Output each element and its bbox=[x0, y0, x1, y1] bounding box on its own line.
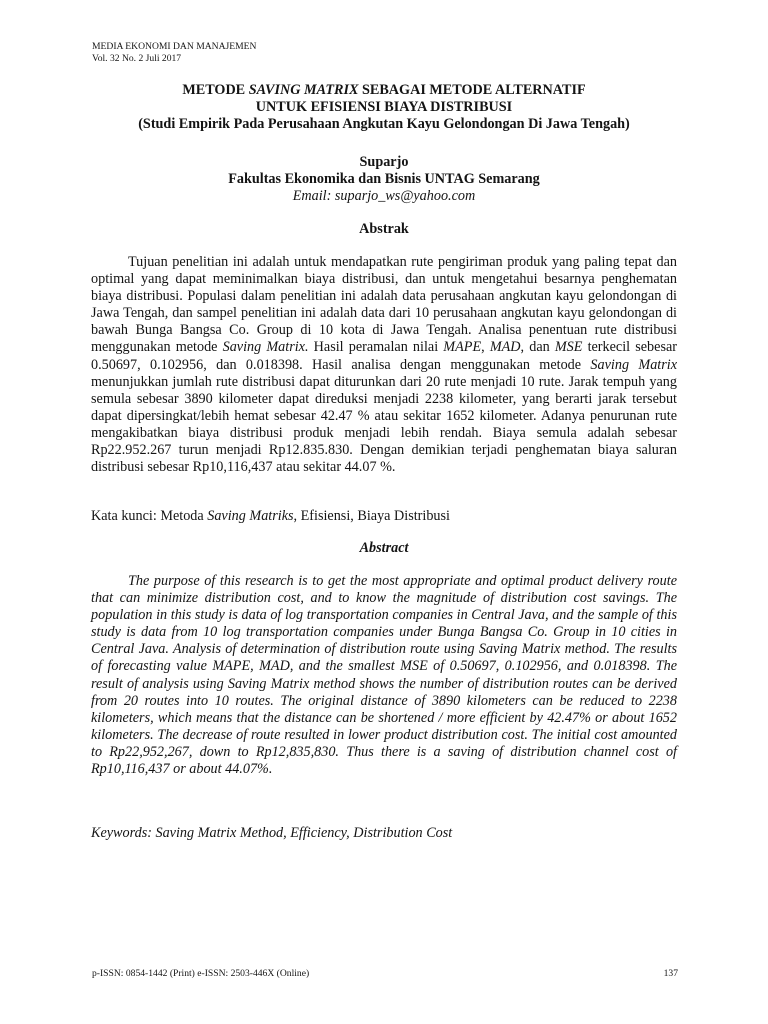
footer-issn: p-ISSN: 0854-1442 (Print) e-ISSN: 2503-446X (Online) bbox=[92, 968, 310, 979]
abstrak-text-3: , bbox=[481, 339, 490, 356]
abstrak-text-5: terkecil sebesar 0.50697, 0.102956, dan 0.018398. Hasil analisa dengan menggunakan metode bbox=[91, 339, 677, 373]
abstrak-heading: Abstrak bbox=[359, 221, 409, 237]
kata-kunci bbox=[91, 508, 450, 525]
abstrak-italic-5: Saving Matrix bbox=[590, 356, 677, 373]
title-line-1 bbox=[60, 82, 708, 99]
title-line-1-pre: METODE bbox=[182, 82, 249, 98]
abstract-heading: Abstract bbox=[359, 540, 409, 556]
abstrak-text-2: Hasil peramalan nilai bbox=[308, 339, 444, 356]
journal-header bbox=[92, 41, 256, 64]
abstract-paragraph bbox=[91, 573, 677, 778]
title-line-1-post: SEBAGAI METODE ALTERNATIF bbox=[358, 82, 586, 98]
paper-title bbox=[60, 82, 708, 133]
abstrak-text-1: Tujuan penelitian ini adalah untuk mendapatkan rute pengiriman produk yang paling tepat dan optimal yang dapat meminimalkan biaya distribusi, dan untuk mengetahui besarnya penghematan biaya distribusi. Populasi dalam penelitian ini adalah data perusahaan angkutan kayu gelondongan di Jawa Tengah, dan sampel penelitian ini adalah data dari 10 perusahaan angkutan kayu gelondongan di bawah Bunga Bangsa Co. Group di 10 kota di Jawa Tengah. Analisa penentuan rute distribusi menggunakan metode bbox=[91, 254, 677, 356]
abstrak-italic-3: MAD bbox=[489, 339, 521, 356]
author-email: Email: suparjo_ws@yahoo.com bbox=[292, 188, 476, 204]
page-number: 137 bbox=[663, 968, 678, 979]
abstrak-italic-1: Saving Matrix. bbox=[222, 339, 309, 356]
journal-name: MEDIA EKONOMI DAN MANAJEMEN bbox=[92, 41, 257, 52]
title-line-1-italic: SAVING MATRIX bbox=[248, 82, 359, 98]
kata-kunci-italic: Saving Matriks bbox=[207, 508, 294, 524]
abstrak-paragraph bbox=[91, 254, 677, 476]
abstrak-italic-2: MAPE bbox=[443, 339, 482, 356]
abstrak-italic-4: MSE bbox=[554, 339, 583, 356]
keywords: Keywords: Saving Matrix Method, Efficiency, Distribution Cost bbox=[91, 825, 453, 841]
author-name: Suparjo bbox=[359, 154, 409, 170]
author-affiliation: Fakultas Ekonomika dan Bisnis UNTAG Semarang bbox=[228, 171, 540, 187]
abstrak-text-6: menunjukkan jumlah rute distribusi dapat diturunkan dari 20 rute menjadi 10 rute. Jarak tempuh yang semula sebesar 3890 kilometer dapat direduksi menjadi 2238 kilometer, yang berarti jarak tersebut dapat dipersingkat/lebih hemat sebesar 42.47 % atau sekitar 1652 kilometer. Adanya penurunan rute mengakibatkan biaya distribusi produk menjadi lebih rendah. Biaya semula adalah sebesar Rp22.952.267 turun menjadi Rp12.835.830. Dengan demikian terjadi penghematan biaya saluran distribusi sebesar Rp10,116,437 atau sekitar 44.07 %. bbox=[91, 373, 677, 476]
title-line-2: UNTUK EFISIENSI BIAYA DISTRIBUSI bbox=[255, 99, 513, 115]
title-line-3: (Studi Empirik Pada Perusahaan Angkutan Kayu Gelondongan Di Jawa Tengah) bbox=[138, 116, 630, 132]
kata-kunci-pre: Kata kunci: Metoda bbox=[91, 508, 208, 524]
journal-volume: Vol. 32 No. 2 Juli 2017 bbox=[92, 52, 182, 64]
abstract-text: The purpose of this research is to get the most appropriate and optimal product delivery route that can minimize distribution cost, and to know the magnitude of distribution cost savings. The population in this study is data of log transportation companies in Central Java, and the sample of this study is data from 10 log transportation companies under Bunga Bangsa Co. Group in 10 cities in Central Java. Analysis of determination of distribution route using Saving Matrix method. The results of forecasting value MAPE, MAD, and the smallest MSE of 0.50697, 0.102956, and 0.018398. The result of analysis using Saving Matrix method shows the number of distribution routes can be derived from 20 routes into 10 routes. The original distance of 3890 kilometers can be reduced to 2238 kilometers, which means that the distance can be shortened / more efficient by 42.47% or about 1652 kilometers. The decrease of route resulted in lower product distribution cost. The initial cost amounted to Rp22,952,267, down to Rp12,835,830. Thus there is a saving of distribution channel cost of Rp10,116,437 or about 44.07%. bbox=[91, 573, 677, 778]
author-block bbox=[60, 154, 708, 205]
kata-kunci-post: , Efisiensi, Biaya Distribusi bbox=[293, 508, 450, 524]
abstrak-text-4: , dan bbox=[520, 339, 555, 356]
